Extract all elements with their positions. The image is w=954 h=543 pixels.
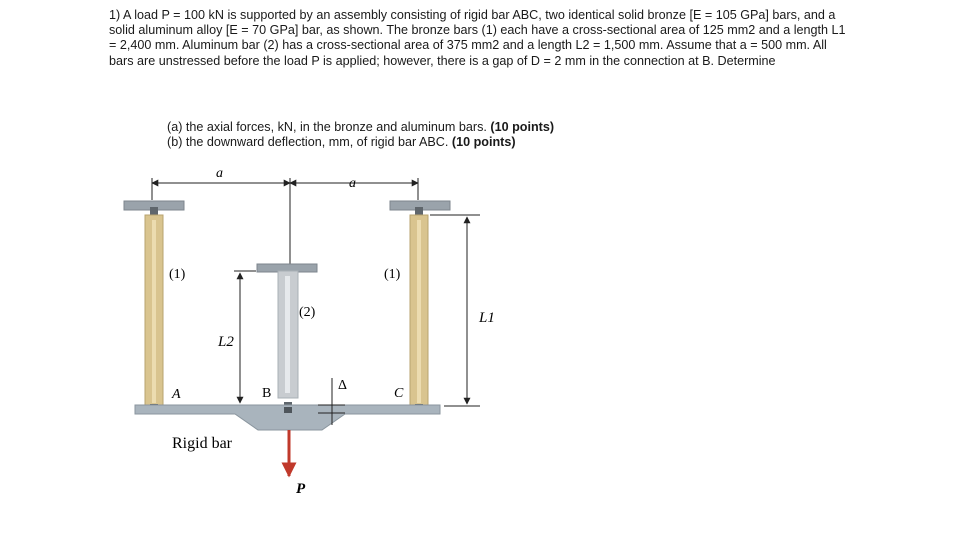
bar1-right-label: (1): [384, 267, 401, 282]
part-a-text: (a) the axial forces, kN, in the bronze and aluminum bars.: [167, 120, 487, 134]
L2-label: L2: [218, 334, 234, 350]
point-A-label: A: [172, 387, 181, 402]
dim-a-left-label: a: [216, 166, 223, 181]
problem-text: 1) A load P = 100 kN is supported by an assembly consisting of rigid bar ABC, two identical solid bronze [E = 105 GPa] bars, and a solid aluminum alloy [E = 70 GPa] bar, as shown. The bronze bars (1) each have a cross-sectional area of 125 mm2 and a length L1 = 2,400 mm. Aluminum bar (2) has a cross-sectional area of 375 mm2 and a length L2 = 1,500 mm. Assume that a = 500 mm. All bars are unstressed before the load P is applied; however, there is a gap of D = 2 mm in the connection at B. Determine: [109, 8, 846, 68]
bar1-left-label: (1): [169, 267, 186, 282]
point-C-label: C: [394, 386, 404, 401]
dimension-a-line: [152, 178, 418, 270]
bronze-bar-left: [145, 215, 163, 412]
dimension-L2: [234, 271, 256, 403]
rigid-bar-abc: [135, 405, 440, 430]
bronze-bar-right: [410, 215, 428, 412]
dim-a-right-label: a: [349, 176, 356, 191]
load-P-label: P: [296, 481, 306, 497]
dimension-L1: [430, 215, 480, 406]
bar2-label: (2): [299, 305, 316, 320]
point-B-label: B: [262, 386, 272, 401]
L1-label: L1: [479, 310, 495, 326]
part-b-text: (b) the downward deflection, mm, of rigid bar ABC.: [167, 135, 449, 150]
part-a-points: (10 points): [490, 120, 555, 134]
part-b-points: (10 points): [451, 135, 516, 150]
gap-label: Δ: [338, 378, 348, 393]
rigid-bar-label: Rigid bar: [172, 435, 232, 452]
